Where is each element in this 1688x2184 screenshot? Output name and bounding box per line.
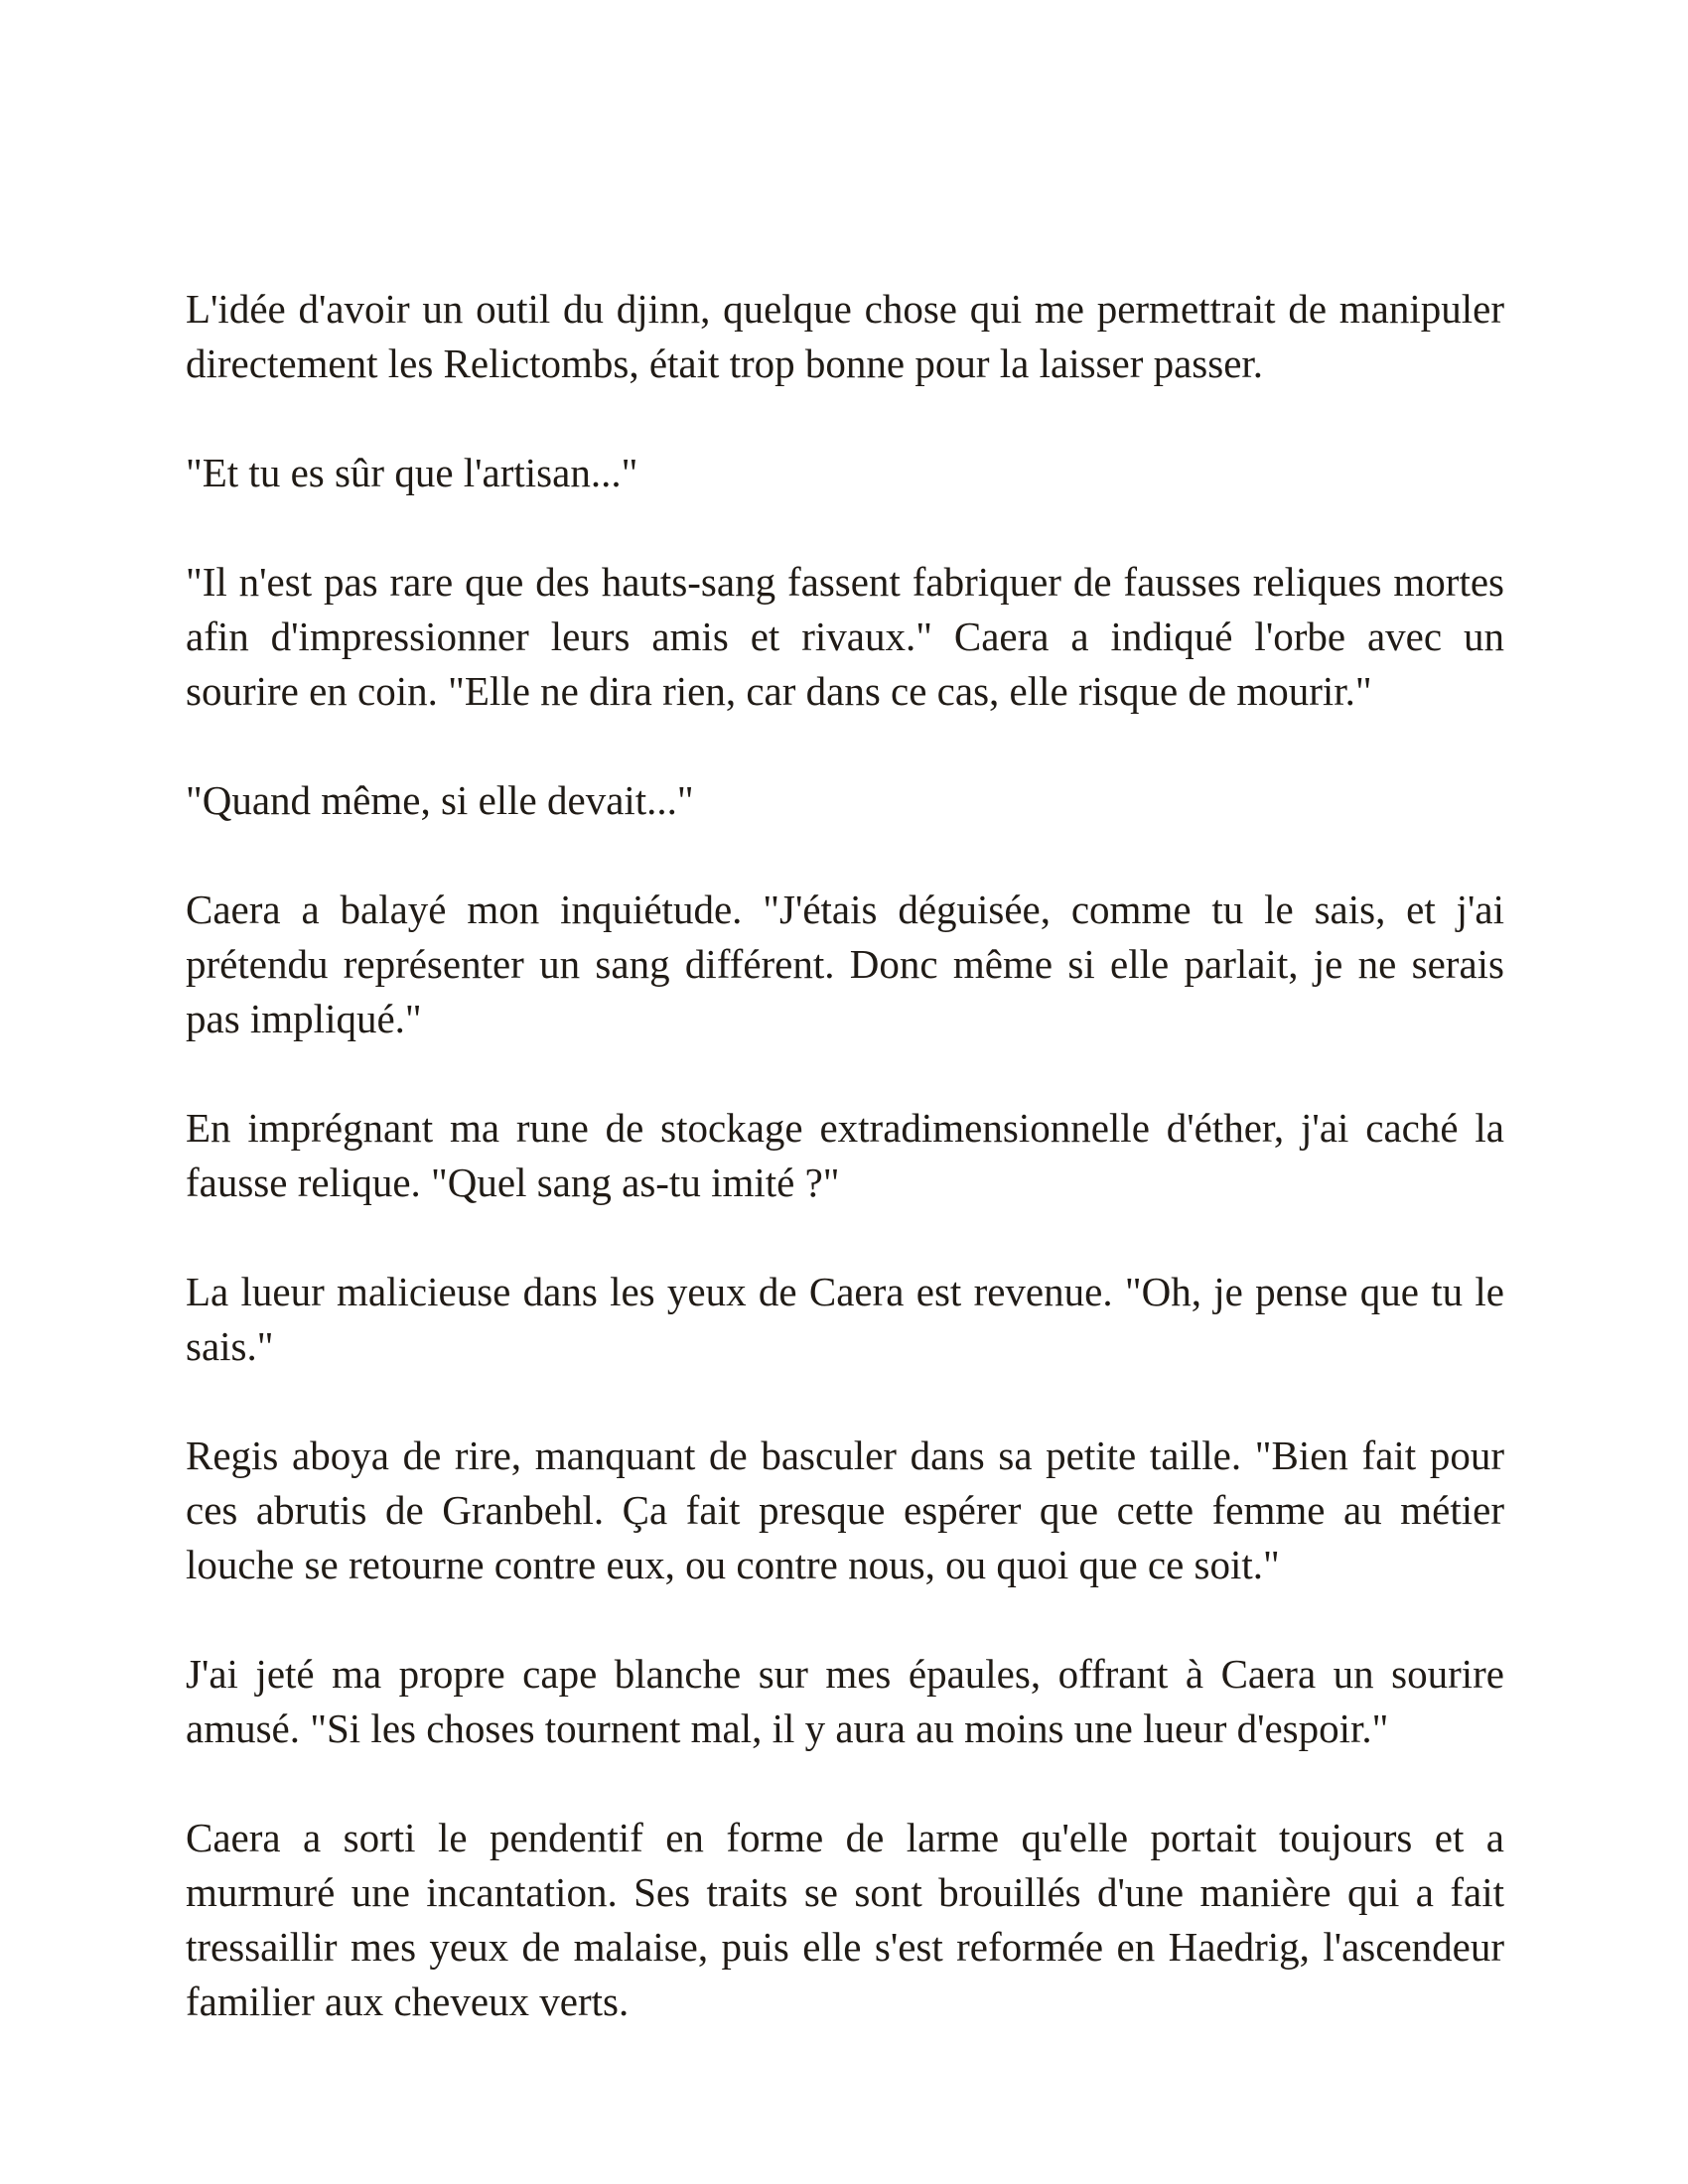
text-line: "Il n'est pas rare que des hauts-sang fassent fabriquer de fausses reliques mortes bbox=[186, 559, 1504, 605]
paragraph bbox=[186, 1429, 1504, 1592]
paragraph bbox=[186, 1647, 1504, 1756]
paragraph bbox=[186, 555, 1504, 719]
paragraph bbox=[186, 1265, 1504, 1374]
text-line: L'idée d'avoir un outil du djinn, quelque chose qui me permettrait de manipuler bbox=[186, 286, 1504, 332]
text-line: fausse relique. "Quel sang as-tu imité ?" bbox=[186, 1160, 840, 1205]
text-line: ces abrutis de Granbehl. Ça fait presque espérer que cette femme au métier bbox=[186, 1487, 1504, 1533]
text-line: J'ai jeté ma propre cape blanche sur mes épaules, offrant à Caera un sourire bbox=[186, 1651, 1504, 1697]
paragraph bbox=[186, 773, 1504, 828]
text-line: familier aux cheveux verts. bbox=[186, 1979, 630, 2024]
text-line: directement les Relictombs, était trop bonne pour la laisser passer. bbox=[186, 341, 1264, 386]
text-line: afin d'impressionner leurs amis et rivaux." Caera a indiqué l'orbe avec un bbox=[186, 614, 1504, 659]
text-line: Regis aboya de rire, manquant de basculer dans sa petite taille. "Bien fait pour bbox=[186, 1433, 1504, 1478]
text-line: amusé. "Si les choses tournent mal, il y aura au moins une lueur d'espoir." bbox=[186, 1706, 1389, 1751]
text-block bbox=[186, 282, 1504, 2029]
text-line: Caera a sorti le pendentif en forme de larme qu'elle portait toujours et a bbox=[186, 1815, 1504, 1860]
text-line: Caera a balayé mon inquiétude. "J'étais déguisée, comme tu le sais, et j'ai bbox=[186, 887, 1504, 932]
text-line: sais." bbox=[186, 1323, 274, 1369]
text-line: La lueur malicieuse dans les yeux de Caera est revenue. "Oh, je pense que tu le bbox=[186, 1269, 1504, 1314]
paragraph bbox=[186, 446, 1504, 500]
text-line: "Quand même, si elle devait..." bbox=[186, 777, 694, 823]
text-line: "Et tu es sûr que l'artisan..." bbox=[186, 450, 638, 495]
paragraph bbox=[186, 1811, 1504, 2029]
text-line: sourire en coin. "Elle ne dira rien, car dans ce cas, elle risque de mourir." bbox=[186, 668, 1372, 714]
paragraph bbox=[186, 282, 1504, 391]
text-line: tressaillir mes yeux de malaise, puis elle s'est reformée en Haedrig, l'ascendeur bbox=[186, 1924, 1504, 1970]
text-line: prétendu représenter un sang différent. Donc même si elle parlait, je ne serais bbox=[186, 941, 1504, 987]
text-line: louche se retourne contre eux, ou contre nous, ou quoi que ce soit." bbox=[186, 1542, 1280, 1587]
text-line: murmuré une incantation. Ses traits se sont brouillés d'une manière qui a fait bbox=[186, 1869, 1504, 1915]
paragraph bbox=[186, 1101, 1504, 1210]
paragraph bbox=[186, 883, 1504, 1046]
text-line: En imprégnant ma rune de stockage extradimensionnelle d'éther, j'ai caché la bbox=[186, 1105, 1504, 1151]
text-line: pas impliqué." bbox=[186, 996, 422, 1041]
